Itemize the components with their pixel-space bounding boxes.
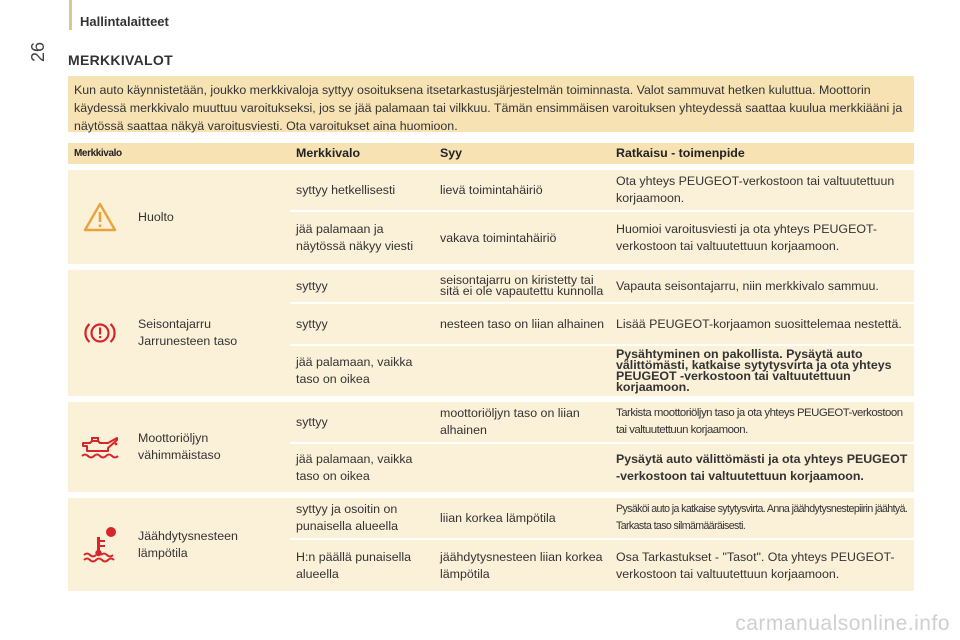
table-row: [68, 167, 914, 211]
light-cause: jäähdytysnesteen liian korkea lämpötila: [434, 539, 610, 591]
light-cause: seisontajarru on kiristetty tai sitä ei ole vapautettu kunnolla: [434, 267, 610, 303]
light-action: Huomioi varoitusviesti ja ota yhteys PEUGEOT-verkostoon tai valtuutettuun korjaamoon.: [610, 211, 914, 267]
col-header-action: Ratkaisu - toimenpide: [610, 143, 914, 167]
table-row: [68, 495, 914, 539]
page-title: MERKKIVALOT: [68, 52, 173, 68]
light-action: Lisää PEUGEOT-korjaamon suosittelemaa nestettä.: [610, 303, 914, 345]
light-state: syttyy hetkellisesti: [290, 167, 434, 211]
light-state: syttyy: [290, 399, 434, 443]
warning-lights-table: [68, 143, 914, 591]
light-state: syttyy: [290, 303, 434, 345]
light-state: jää palamaan, vaikka taso on oikea: [290, 345, 434, 399]
col-header-icon: Merkkivalo: [68, 143, 132, 167]
light-action: Vapauta seisontajarru, niin merkkivalo sammuu.: [610, 267, 914, 303]
light-state: syttyy ja osoitin on punaisella alueella: [290, 495, 434, 539]
light-cause: nesteen taso on liian alhainen: [434, 303, 610, 345]
light-state: syttyy: [290, 267, 434, 303]
light-action: Pysäköi auto ja katkaise sytytysvirta. Anna jäähdytysnestepiirin jäähtyä. Tarkasta taso silmämääräisesti.: [610, 495, 914, 539]
warning-triangle-icon: [83, 202, 117, 232]
section-title: Hallintalaitteet: [80, 14, 169, 29]
light-cause: vakava toimintahäiriö: [434, 211, 610, 267]
page-number: 26: [28, 41, 48, 62]
watermark: carmanualsonline.info: [735, 612, 950, 635]
light-cause: moottoriöljyn taso on liian alhainen: [434, 399, 610, 443]
col-header-light: Merkkivalo: [290, 143, 434, 167]
light-name: Jäähdytysnesteen lämpötila: [132, 495, 290, 591]
light-name: Seisontajarru Jarrunesteen taso: [132, 267, 290, 399]
light-name: Huolto: [132, 167, 290, 267]
light-action: Pysäytä auto välittömästi ja ota yhteys PEUGEOT -verkostoon tai valtuutettuun korjaamoon.: [610, 443, 914, 495]
light-state: jää palamaan, vaikka taso on oikea: [290, 443, 434, 495]
oil-can-icon: [80, 434, 120, 460]
light-action: Osa Tarkastukset - "Tasot". Ota yhteys PEUGEOT-verkostoon tai valtuutettuun korjaamoon.: [610, 539, 914, 591]
light-action: Tarkista moottoriöljyn taso ja ota yhteys PEUGEOT-verkostoon tai valtuutettuun korjaamoon.: [610, 399, 914, 443]
light-action: Pysähtyminen on pakollista. Pysäytä auto välittömästi, katkaise sytytysvirta ja ota yhteys PEUGEOT -verkostoon tai valtuutettuun korjaamoon.: [610, 345, 914, 399]
light-cause: [434, 443, 610, 495]
table-row: [68, 399, 914, 443]
light-cause: liian korkea lämpötila: [434, 495, 610, 539]
coolant-temperature-icon: [80, 525, 120, 565]
light-name: Moottoriöljyn vähimmäistaso: [132, 399, 290, 495]
table-row: [68, 267, 914, 303]
section-marker: [69, 0, 72, 30]
light-cause: lievä toimintahäiriö: [434, 167, 610, 211]
light-cause: [434, 345, 610, 399]
light-state: jää palamaan ja näytössä näkyy viesti: [290, 211, 434, 267]
light-state: H:n päällä punaisella alueella: [290, 539, 434, 591]
col-header-cause: Syy: [434, 143, 610, 167]
brake-warning-icon: [83, 320, 117, 346]
light-action: Ota yhteys PEUGEOT-verkostoon tai valtuutettuun korjaamoon.: [610, 167, 914, 211]
intro-paragraph: Kun auto käynnistetään, joukko merkkivaloja syttyy osoituksena itsetarkastusjärjestelmän toiminnasta. Valot sammuvat hetken kuluttua. Moottorin käydessä merkkivalo muuttuu varoitukseksi, jos se jää palamaan tai vilkkuu. Tämän ensimmäisen varoituksen yhteydessä saattaa kuulua merkkiääni ja näytössä saattaa näkyä varoitusviesti. Ota varoitukset aina huomioon.: [68, 76, 914, 132]
